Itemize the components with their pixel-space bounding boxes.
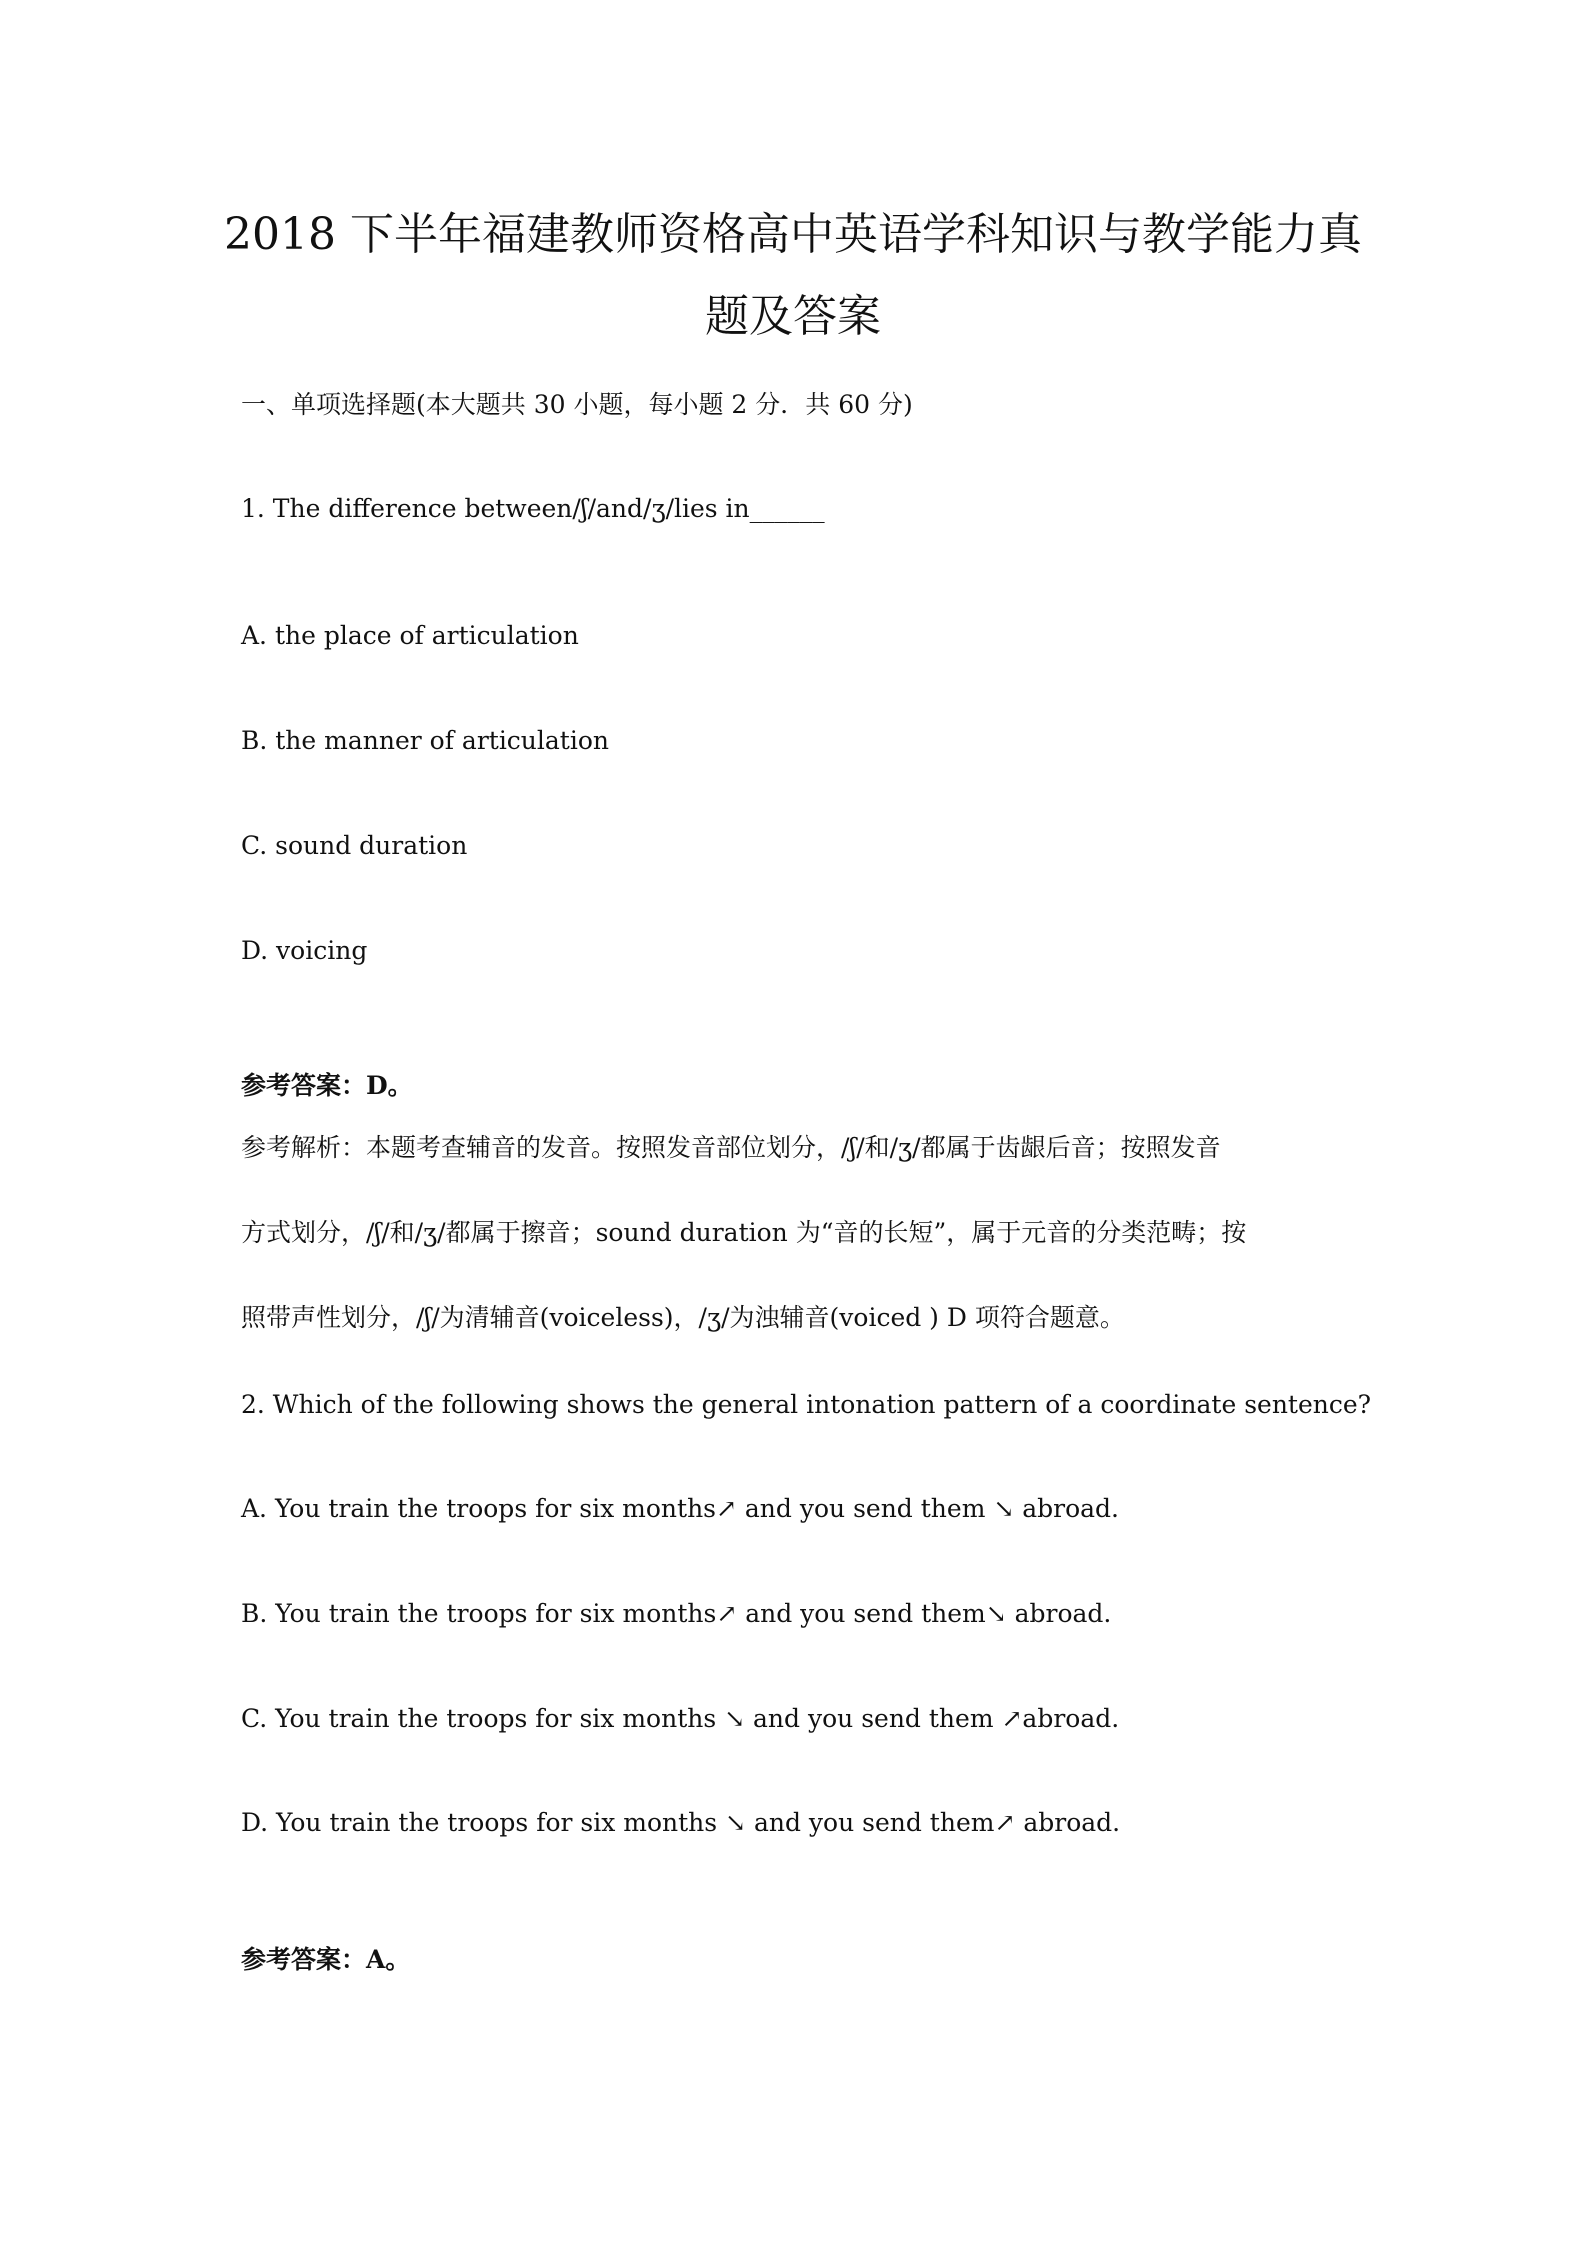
question-1-option-a: A. the place of articulation xyxy=(241,621,579,650)
question-1-analysis-line1: 参考解析：本题考查辅音的发音。按照发音部位划分，/ʃ/和/ʒ/都属于齿龈后音；按照发音 xyxy=(241,1133,1221,1162)
question-2-option-d: D. You train the troops for six months ↘ and you send them↗ abroad. xyxy=(241,1808,1121,1837)
question-1-option-c: C. sound duration xyxy=(241,831,468,860)
document-title-line1: 2018 下半年福建教师资格高中英语学科知识与教学能力真 xyxy=(224,209,1362,260)
section-heading: 一、单项选择题(本大题共 30 小题，每小题 2 分．共 60 分) xyxy=(241,390,913,419)
question-2-option-b: B. You train the troops for six months↗ and you send them↘ abroad. xyxy=(241,1599,1112,1628)
question-2-stem: 2. Which of the following shows the general intonation pattern of a coordinate sentence? xyxy=(241,1390,1372,1419)
document-title-line2: 题及答案 xyxy=(705,291,881,342)
question-2-option-a: A. You train the troops for six months↗ and you send them ↘ abroad. xyxy=(241,1494,1120,1523)
question-2-option-c: C. You train the troops for six months ↘ and you send them ↗abroad. xyxy=(241,1704,1120,1733)
question-1-analysis-line2: 方式划分，/ʃ/和/ʒ/都属于擦音；sound duration 为“音的长短”，属于元音的分类范畴；按 xyxy=(241,1218,1247,1247)
question-1-option-d: D. voicing xyxy=(241,936,368,965)
question-2-answer: 参考答案：A。 xyxy=(241,1945,411,1974)
question-1-analysis-line3: 照带声性划分，/ʃ/为清辅音(voiceless)，/ʒ/为浊辅音(voiced ) D 项符合题意。 xyxy=(241,1303,1125,1332)
question-1-option-b: B. the manner of articulation xyxy=(241,726,610,755)
question-1-stem: 1. The difference between/ʃ/and/ʒ/lies in______ xyxy=(241,494,825,523)
question-1-answer: 参考答案：D。 xyxy=(241,1071,413,1100)
